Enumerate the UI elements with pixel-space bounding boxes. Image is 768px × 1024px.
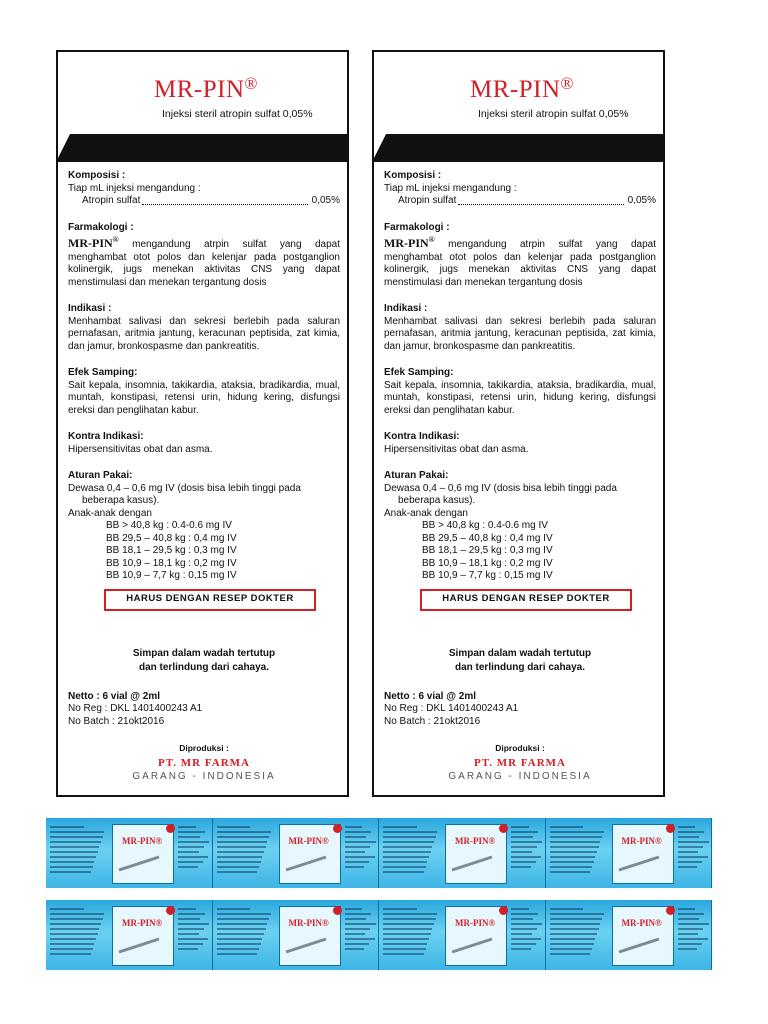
storage-instructions: Simpan dalam wadah tertutup dan terlindung dari cahaya.	[448, 647, 592, 673]
package-label-panel-left	[56, 50, 349, 797]
komposisi-value: 0,05%	[311, 195, 340, 206]
mini-text-block	[383, 826, 439, 876]
netto: Netto : 6 vial @ 2ml	[384, 690, 476, 702]
indikasi-heading: Indikasi :	[384, 303, 428, 314]
komposisi-line: Tiap mL injeksi mengandung :	[68, 182, 201, 194]
mini-text-block	[550, 908, 606, 958]
mini-product-label	[46, 818, 213, 888]
mini-label-center	[445, 824, 507, 884]
inline-brand: MR-PIN®	[384, 235, 435, 250]
mini-brand: MR-PIN®	[455, 918, 496, 928]
netto-info	[68, 691, 340, 729]
aturan-anak: Anak-anak dengan	[384, 507, 468, 519]
product-subtitle: Injeksi steril atropin sulfat 0,05%	[478, 108, 629, 120]
mini-text-block	[178, 826, 210, 871]
mini-label-center	[445, 906, 507, 966]
storage-instructions: Simpan dalam wadah tertutup dan terlindung dari cahaya.	[132, 647, 276, 673]
komposisi-heading: Komposisi :	[384, 170, 442, 181]
komposisi-item-row	[68, 195, 340, 208]
mini-product-label	[213, 900, 380, 970]
dosage-line: BB > 40,8 kg : 0.4-0.6 mg IV	[106, 520, 232, 531]
aturan-dewasa-cont: beberapa kasus).	[398, 495, 476, 506]
dosage-line: BB 10,9 – 7,7 kg : 0,15 mg IV	[106, 570, 237, 581]
producer-label: Diproduksi :	[495, 743, 545, 753]
brand-title: MR-PIN®	[154, 74, 258, 103]
farmakologi-text: MR-PIN® mengandung atrpin sulfat yang dapat menghambat otot polos dan kelenjar pada postganglion kolinergik, jugs menekan aktivitas CNS yang dapat menstimulasi dan menekan tergantung dosis	[384, 235, 657, 288]
batch-number: No Batch : 21okt2016	[68, 715, 165, 727]
logo-badge-icon	[333, 906, 342, 915]
mini-text-block	[383, 908, 439, 958]
mini-brand: MR-PIN®	[621, 836, 662, 846]
mini-text-block	[678, 826, 710, 871]
label-strip-row-2	[46, 900, 712, 970]
mini-product-label	[546, 818, 713, 888]
mini-text-block	[217, 826, 273, 876]
kontra-indikasi-text: Hipersensitivitas obat dan asma.	[68, 443, 213, 455]
mini-product-label	[379, 900, 546, 970]
kontra-indikasi-text: Hipersensitivitas obat dan asma.	[384, 443, 529, 455]
komposisi-value: 0,05%	[627, 195, 656, 206]
mini-text-block	[178, 908, 210, 953]
mini-brand: MR-PIN®	[288, 918, 329, 928]
black-band-graphic	[372, 132, 665, 164]
efek-samping-text: Sait kepala, insomnia, takikardia, ataksia, bradikardia, mual, muntah, konstipasi, retensi urin, hidung kering, disfungsi ereksi dan penglihatan kabur.	[384, 379, 656, 416]
mini-label-center	[612, 824, 674, 884]
mini-label-center	[279, 906, 341, 966]
logo-badge-icon	[499, 906, 508, 915]
prescription-notice: HARUS DENGAN RESEP DOKTER	[104, 589, 316, 611]
registration-number: No Reg : DKL 1401400243 A1	[384, 703, 519, 714]
producer-name: PT. MR FARMA	[158, 756, 250, 769]
logo-badge-icon	[666, 824, 675, 833]
mini-text-block	[345, 826, 377, 871]
prescription-notice: HARUS DENGAN RESEP DOKTER	[420, 589, 632, 611]
netto-info	[384, 691, 656, 729]
logo-badge-icon	[333, 824, 342, 833]
efek-samping-heading: Efek Samping:	[68, 367, 138, 378]
logo-badge-icon	[666, 906, 675, 915]
product-subtitle: Injeksi steril atropin sulfat 0,05%	[162, 108, 313, 120]
indikasi-text: Menhambat salivasi dan sekresi berlebih pada saluran pernafasan, aritmia jantung, keracunan peptisida, zat kimia, dan jamur, bronkospasme dan pankreatitis.	[68, 315, 340, 352]
mini-brand: MR-PIN®	[122, 918, 163, 928]
mini-text-block	[678, 908, 710, 953]
aturan-anak: Anak-anak dengan	[68, 507, 152, 519]
registration-number: No Reg : DKL 1401400243 A1	[68, 703, 203, 714]
efek-samping-text: Sait kepala, insomnia, takikardia, ataksia, bradikardia, mual, muntah, konstipasi, retensi urin, hidung kering, disfungsi ereksi dan penglihatan kabur.	[68, 379, 340, 416]
efek-samping-heading: Efek Samping:	[384, 367, 454, 378]
inline-brand: MR-PIN®	[68, 235, 119, 250]
aturan-dewasa: Dewasa 0,4 – 0,6 mg IV (dosis bisa lebih tinggi pada	[384, 482, 617, 494]
mini-label-center	[612, 906, 674, 966]
komposisi-item: Atropin sulfat	[82, 195, 141, 206]
mini-product-label	[46, 900, 213, 970]
dot-leader	[142, 204, 307, 205]
aturan-pakai-heading: Aturan Pakai:	[68, 470, 133, 481]
mini-brand: MR-PIN®	[122, 836, 163, 846]
producer-city: GARANG - INDONESIA	[132, 771, 276, 782]
dot-leader	[458, 204, 623, 205]
netto: Netto : 6 vial @ 2ml	[68, 690, 160, 702]
producer-city: GARANG - INDONESIA	[448, 771, 592, 782]
logo-badge-icon	[166, 906, 175, 915]
aturan-dewasa-cont: beberapa kasus).	[82, 495, 160, 506]
dosage-line: BB 29,5 – 40,8 kg : 0,4 mg IV	[422, 532, 553, 544]
komposisi-item: Atropin sulfat	[398, 195, 457, 206]
mini-text-block	[550, 826, 606, 876]
mini-product-label	[379, 818, 546, 888]
mini-text-block	[511, 826, 543, 871]
label-content	[68, 170, 340, 784]
dosage-line: BB 10,9 – 18,1 kg : 0,2 mg IV	[422, 557, 553, 569]
komposisi-heading: Komposisi :	[68, 170, 126, 181]
dosage-line: BB 18,1 – 29,5 kg : 0,3 mg IV	[106, 545, 237, 556]
mini-text-block	[50, 908, 106, 958]
mini-product-label	[213, 818, 380, 888]
mini-product-label	[546, 900, 713, 970]
komposisi-item-row	[384, 195, 656, 208]
kontra-indikasi-heading: Kontra Indikasi:	[68, 431, 144, 442]
batch-number: No Batch : 21okt2016	[384, 715, 481, 727]
brand-title: MR-PIN®	[470, 74, 574, 103]
package-label-panel-right	[372, 50, 665, 797]
mini-text-block	[50, 826, 106, 876]
dosage-line: BB 10,9 – 18,1 kg : 0,2 mg IV	[106, 557, 237, 569]
dosage-line: BB 29,5 – 40,8 kg : 0,4 mg IV	[106, 532, 237, 544]
mini-text-block	[345, 908, 377, 953]
logo-badge-icon	[166, 824, 175, 833]
label-strip-row-1	[46, 818, 712, 888]
producer-name: PT. MR FARMA	[474, 756, 566, 769]
mini-label-center	[112, 906, 174, 966]
farmakologi-heading: Farmakologi :	[68, 221, 134, 233]
kontra-indikasi-heading: Kontra Indikasi:	[384, 431, 460, 442]
label-content	[384, 170, 656, 784]
mini-label-center	[279, 824, 341, 884]
aturan-pakai-heading: Aturan Pakai:	[384, 470, 449, 481]
producer-label: Diproduksi :	[179, 743, 229, 753]
dosage-line: BB 18,1 – 29,5 kg : 0,3 mg IV	[422, 545, 553, 556]
aturan-dewasa: Dewasa 0,4 – 0,6 mg IV (dosis bisa lebih tinggi pada	[68, 482, 301, 494]
mini-text-block	[217, 908, 273, 958]
mini-brand: MR-PIN®	[621, 918, 662, 928]
mini-brand: MR-PIN®	[288, 836, 329, 846]
farmakologi-heading: Farmakologi :	[384, 221, 450, 233]
mini-label-center	[112, 824, 174, 884]
indikasi-text: Menhambat salivasi dan sekresi berlebih pada saluran pernafasan, aritmia jantung, keracunan peptisida, zat kimia, dan jamur, bronkospasme dan pankreatitis.	[384, 315, 656, 352]
indikasi-heading: Indikasi :	[68, 303, 112, 314]
farmakologi-text: MR-PIN® mengandung atrpin sulfat yang dapat menghambat otot polos dan kelenjar pada postganglion kolinergik, jugs menekan aktivitas CNS yang dapat menstimulasi dan menekan tergantung dosis	[68, 235, 341, 288]
komposisi-line: Tiap mL injeksi mengandung :	[384, 182, 517, 194]
black-band-graphic	[56, 132, 349, 164]
mini-brand: MR-PIN®	[455, 836, 496, 846]
dosage-line: BB 10,9 – 7,7 kg : 0,15 mg IV	[422, 570, 553, 581]
logo-badge-icon	[499, 824, 508, 833]
mini-text-block	[511, 908, 543, 953]
dosage-line: BB > 40,8 kg : 0.4-0.6 mg IV	[422, 520, 548, 531]
